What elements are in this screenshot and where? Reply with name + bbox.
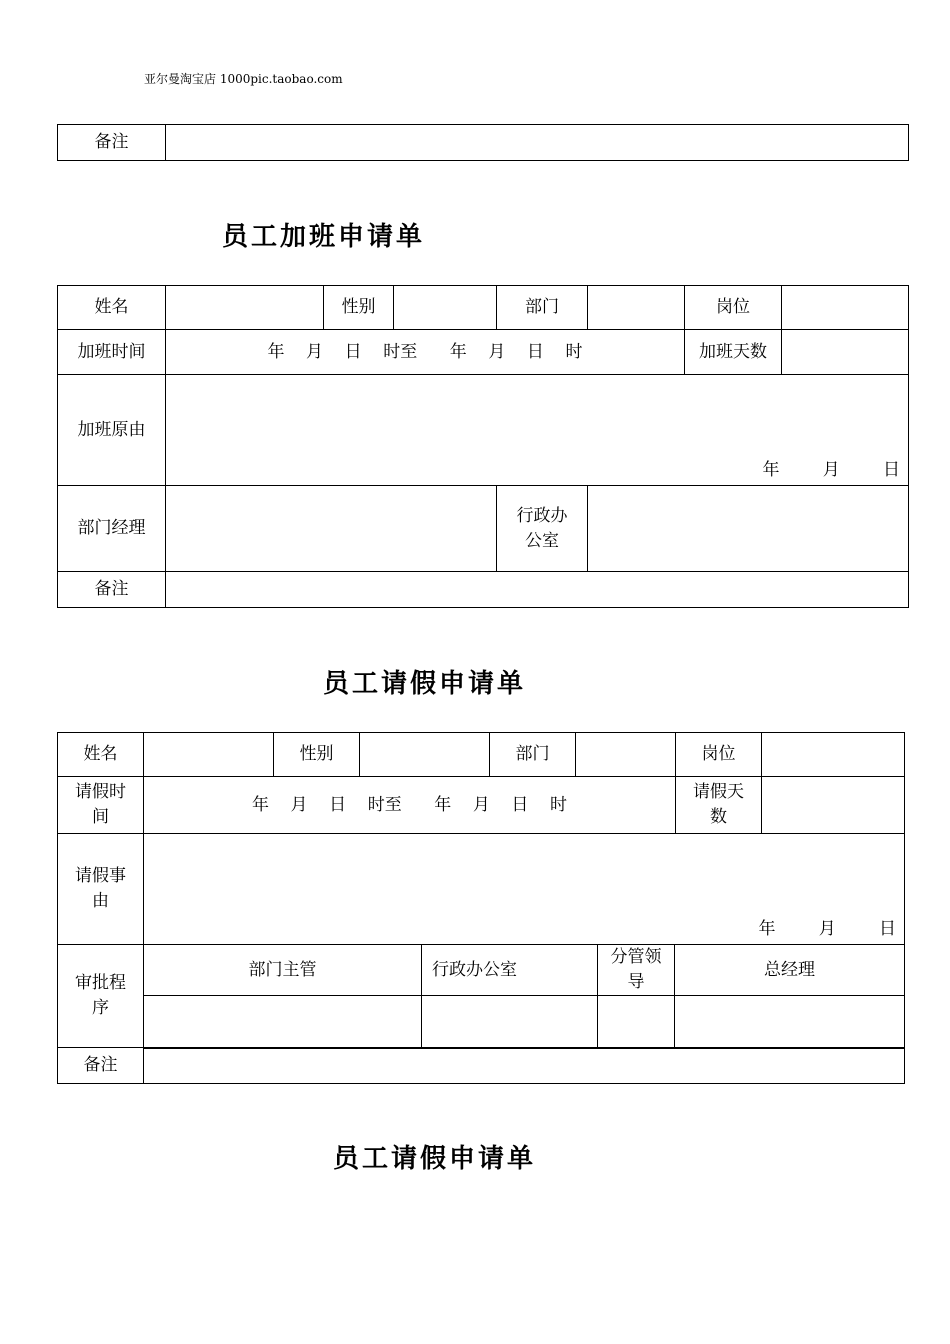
leave-days-label: 请假天数 bbox=[676, 777, 762, 834]
name-label: 姓名 bbox=[58, 286, 166, 330]
overtime-reason-field[interactable] bbox=[166, 375, 909, 486]
manager-label: 部门经理 bbox=[58, 486, 166, 572]
leave-reason-date: 年 月 日 bbox=[758, 919, 896, 939]
leave-days-field[interactable] bbox=[762, 777, 905, 834]
leave-remark-field[interactable] bbox=[144, 1048, 905, 1084]
overtime-time-label: 加班时间 bbox=[58, 330, 166, 375]
post-field[interactable] bbox=[782, 286, 909, 330]
leave-dept-label: 部门 bbox=[490, 733, 576, 777]
admin-sign[interactable] bbox=[422, 996, 598, 1049]
leave-time-value: 年 月 日 时至 年 月 日 时 bbox=[251, 794, 568, 815]
leave-time-field[interactable] bbox=[144, 777, 676, 834]
leave-dept-field[interactable] bbox=[576, 733, 676, 777]
gm-sign[interactable] bbox=[675, 996, 905, 1049]
approval-grid bbox=[143, 944, 905, 1049]
overtime-form-title: 员工加班申请单 bbox=[222, 222, 426, 252]
leave-reason-field[interactable] bbox=[144, 834, 905, 945]
dept-label: 部门 bbox=[497, 286, 588, 330]
leave-post-label: 岗位 bbox=[676, 733, 762, 777]
overtime-reason-label: 加班原由 bbox=[58, 375, 166, 486]
name-field[interactable] bbox=[166, 286, 324, 330]
overtime-reason-date: 年 月 日 bbox=[762, 460, 900, 480]
leave-form-title: 员工请假申请单 bbox=[323, 669, 527, 699]
gender-field[interactable] bbox=[394, 286, 497, 330]
dept-head-label: 部门主管 bbox=[144, 945, 422, 996]
overtime-remark-field[interactable] bbox=[166, 572, 909, 608]
manager-field[interactable] bbox=[166, 486, 497, 572]
remark-label: 备注 bbox=[58, 125, 166, 161]
leave-gender-label: 性别 bbox=[274, 733, 360, 777]
bottom-form-title: 员工请假申请单 bbox=[333, 1144, 537, 1174]
dept-head-sign[interactable] bbox=[144, 996, 422, 1049]
leave-name-field[interactable] bbox=[144, 733, 274, 777]
overtime-days-label: 加班天数 bbox=[685, 330, 782, 375]
leave-time-label: 请假时间 bbox=[58, 777, 144, 834]
leave-reason-label: 请假事由 bbox=[58, 834, 144, 945]
leave-post-field[interactable] bbox=[762, 733, 905, 777]
overtime-days-field[interactable] bbox=[782, 330, 909, 375]
remark-field[interactable] bbox=[166, 125, 909, 161]
overtime-remark-label: 备注 bbox=[58, 572, 166, 608]
leader-sign[interactable] bbox=[598, 996, 675, 1049]
approval-label: 审批程序 bbox=[58, 945, 144, 1048]
header-text: 亚尔曼淘宝店 1000pic.taobao.com bbox=[144, 72, 343, 86]
leave-remark-label: 备注 bbox=[58, 1048, 144, 1084]
admin-office-label: 行政办公室 bbox=[497, 486, 588, 572]
admin-office-field[interactable] bbox=[588, 486, 909, 572]
post-label: 岗位 bbox=[685, 286, 782, 330]
overtime-form-table bbox=[57, 285, 909, 608]
leave-admin-label: 行政办公室 bbox=[422, 945, 598, 996]
leave-name-label: 姓名 bbox=[58, 733, 144, 777]
gender-label: 性别 bbox=[324, 286, 394, 330]
overtime-time-field[interactable] bbox=[166, 330, 685, 375]
leave-gender-field[interactable] bbox=[360, 733, 490, 777]
overtime-time-value: 年 月 日 时至 年 月 日 时 bbox=[267, 341, 583, 362]
top-remark-table bbox=[57, 124, 909, 161]
leader-label: 分管领导 bbox=[598, 945, 675, 996]
gm-label: 总经理 bbox=[675, 945, 905, 996]
dept-field[interactable] bbox=[588, 286, 685, 330]
